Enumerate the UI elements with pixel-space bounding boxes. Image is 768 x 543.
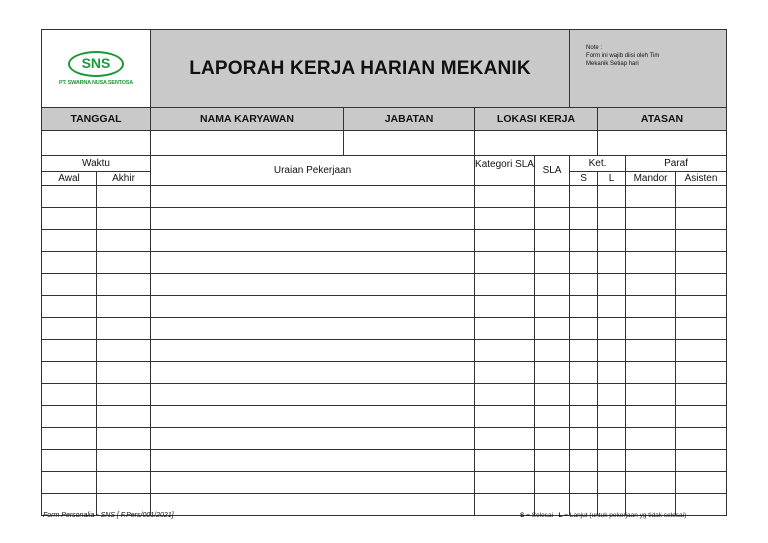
s-cell[interactable] [570, 296, 598, 318]
akhir-cell[interactable] [97, 186, 151, 208]
header-akhir: Akhir [97, 172, 151, 186]
sla-cell[interactable] [535, 230, 570, 252]
s-cell[interactable] [570, 230, 598, 252]
s-cell[interactable] [570, 318, 598, 340]
sla-cell[interactable] [535, 428, 570, 450]
uraian-cell[interactable] [151, 274, 475, 296]
awal-cell[interactable] [42, 472, 97, 494]
s-cell[interactable] [570, 406, 598, 428]
sla-cell[interactable] [535, 362, 570, 384]
sla-cell[interactable] [535, 406, 570, 428]
sla-cell[interactable] [535, 318, 570, 340]
header-atasan: ATASAN [598, 108, 727, 131]
asisten-cell[interactable] [676, 406, 727, 428]
table-row [42, 472, 727, 494]
awal-cell[interactable] [42, 274, 97, 296]
table-row [42, 406, 727, 428]
uraian-cell[interactable] [151, 406, 475, 428]
uraian-cell[interactable] [151, 296, 475, 318]
akhir-cell[interactable] [97, 450, 151, 472]
sla-cell[interactable] [535, 472, 570, 494]
l-cell[interactable] [598, 208, 626, 230]
awal-cell[interactable] [42, 186, 97, 208]
awal-cell[interactable] [42, 318, 97, 340]
legend [520, 512, 726, 519]
company-logo [42, 30, 151, 108]
atasan-field[interactable] [598, 131, 727, 156]
table-row [42, 450, 727, 472]
asisten-cell[interactable] [676, 274, 727, 296]
kategori-sla-cell[interactable] [475, 274, 535, 296]
l-cell[interactable] [598, 406, 626, 428]
sla-cell[interactable] [535, 296, 570, 318]
akhir-cell[interactable] [97, 208, 151, 230]
header-waktu: Waktu [42, 156, 151, 172]
awal-cell[interactable] [42, 340, 97, 362]
awal-cell[interactable] [42, 428, 97, 450]
mandor-cell[interactable] [626, 472, 676, 494]
akhir-cell[interactable] [97, 340, 151, 362]
table-row [42, 274, 727, 296]
note-body: Form ini wajib diisi oleh Tim Mekanik Setiap hari [586, 53, 660, 67]
header-awal: Awal [42, 172, 97, 186]
s-cell[interactable] [570, 208, 598, 230]
legend-s-text: = Selesai [524, 512, 554, 519]
l-cell[interactable] [598, 296, 626, 318]
mandor-cell[interactable] [626, 296, 676, 318]
table-row [42, 340, 727, 362]
uraian-cell[interactable] [151, 340, 475, 362]
jabatan-field[interactable] [344, 131, 475, 156]
l-cell[interactable] [598, 186, 626, 208]
table-row [42, 252, 727, 274]
mandor-cell[interactable] [626, 428, 676, 450]
header-nama-karyawan: NAMA KARYAWAN [151, 108, 344, 131]
uraian-cell[interactable] [151, 494, 475, 516]
awal-cell[interactable] [42, 362, 97, 384]
table-row [42, 384, 727, 406]
sla-cell[interactable] [535, 186, 570, 208]
asisten-cell[interactable] [676, 296, 727, 318]
sla-cell[interactable] [535, 252, 570, 274]
kategori-sla-cell[interactable] [475, 384, 535, 406]
mandor-cell[interactable] [626, 340, 676, 362]
mandor-cell[interactable] [626, 406, 676, 428]
akhir-cell[interactable] [97, 406, 151, 428]
kategori-sla-cell[interactable] [475, 362, 535, 384]
sns-logo-icon: SNS [68, 51, 124, 77]
sla-cell[interactable] [535, 450, 570, 472]
mandor-cell[interactable] [626, 208, 676, 230]
header-kategori-sla: Kategori SLA [475, 156, 535, 186]
legend-l-key: L [558, 512, 563, 519]
mandor-cell[interactable] [626, 186, 676, 208]
l-cell[interactable] [598, 362, 626, 384]
header-asisten: Asisten [676, 172, 727, 186]
mandor-cell[interactable] [626, 252, 676, 274]
uraian-cell[interactable] [151, 230, 475, 252]
header-l: L [598, 172, 626, 186]
uraian-cell[interactable] [151, 450, 475, 472]
nama-karyawan-field[interactable] [151, 131, 344, 156]
header-sla: SLA [535, 156, 570, 186]
kategori-sla-cell[interactable] [475, 450, 535, 472]
table-row [42, 296, 727, 318]
l-cell[interactable] [598, 384, 626, 406]
work-entries [42, 186, 727, 516]
lokasi-kerja-field[interactable] [475, 131, 598, 156]
l-cell[interactable] [598, 252, 626, 274]
kategori-sla-cell[interactable] [475, 230, 535, 252]
sla-cell[interactable] [535, 274, 570, 296]
kategori-sla-cell[interactable] [475, 428, 535, 450]
table-row [42, 318, 727, 340]
mandor-cell[interactable] [626, 384, 676, 406]
s-cell[interactable] [570, 450, 598, 472]
sla-cell[interactable] [535, 208, 570, 230]
uraian-cell[interactable] [151, 208, 475, 230]
awal-cell[interactable] [42, 406, 97, 428]
legend-l-text: = Lanjut (untuk pekerjaan yg tidak selesai) [562, 512, 687, 519]
l-cell[interactable] [598, 428, 626, 450]
asisten-cell[interactable] [676, 340, 727, 362]
akhir-cell[interactable] [97, 230, 151, 252]
legend-s-key: S [520, 512, 525, 519]
kategori-sla-cell[interactable] [475, 472, 535, 494]
asisten-cell[interactable] [676, 230, 727, 252]
akhir-cell[interactable] [97, 384, 151, 406]
sla-cell[interactable] [535, 384, 570, 406]
kategori-sla-cell[interactable] [475, 406, 535, 428]
akhir-cell[interactable] [97, 472, 151, 494]
s-cell[interactable] [570, 186, 598, 208]
s-cell[interactable] [570, 340, 598, 362]
mandor-cell[interactable] [626, 318, 676, 340]
asisten-cell[interactable] [676, 472, 727, 494]
s-cell[interactable] [570, 428, 598, 450]
akhir-cell[interactable] [97, 318, 151, 340]
header-ket: Ket. [570, 156, 626, 172]
akhir-cell[interactable] [97, 362, 151, 384]
mandor-cell[interactable] [626, 362, 676, 384]
l-cell[interactable] [598, 472, 626, 494]
awal-cell[interactable] [42, 450, 97, 472]
header-tanggal: TANGGAL [42, 108, 151, 131]
s-cell[interactable] [570, 384, 598, 406]
kategori-sla-cell[interactable] [475, 318, 535, 340]
table-row [42, 362, 727, 384]
kategori-sla-cell[interactable] [475, 296, 535, 318]
uraian-cell[interactable] [151, 186, 475, 208]
uraian-cell[interactable] [151, 428, 475, 450]
header-paraf: Paraf [626, 156, 727, 172]
l-cell[interactable] [598, 274, 626, 296]
header-lokasi-kerja: LOKASI KERJA [475, 108, 598, 131]
header-s: S [570, 172, 598, 186]
form-note [570, 30, 727, 108]
table-row [42, 428, 727, 450]
table-row [42, 230, 727, 252]
awal-cell[interactable] [42, 296, 97, 318]
uraian-cell[interactable] [151, 318, 475, 340]
table-row [42, 186, 727, 208]
akhir-cell[interactable] [97, 274, 151, 296]
l-cell[interactable] [598, 318, 626, 340]
mandor-cell[interactable] [626, 274, 676, 296]
awal-cell[interactable] [42, 230, 97, 252]
kategori-sla-cell[interactable] [475, 340, 535, 362]
akhir-cell[interactable] [97, 252, 151, 274]
asisten-cell[interactable] [676, 384, 727, 406]
tanggal-field[interactable] [42, 131, 151, 156]
mandor-cell[interactable] [626, 230, 676, 252]
awal-cell[interactable] [42, 252, 97, 274]
asisten-cell[interactable] [676, 362, 727, 384]
mandor-cell[interactable] [626, 450, 676, 472]
s-cell[interactable] [570, 362, 598, 384]
s-cell[interactable] [570, 252, 598, 274]
uraian-cell[interactable] [151, 252, 475, 274]
uraian-cell[interactable] [151, 384, 475, 406]
asisten-cell[interactable] [676, 450, 727, 472]
note-title: Note : [586, 45, 603, 51]
header-uraian: Uraian Pekerjaan [151, 156, 475, 186]
akhir-cell[interactable] [97, 296, 151, 318]
table-row [42, 208, 727, 230]
uraian-cell[interactable] [151, 362, 475, 384]
s-cell[interactable] [570, 472, 598, 494]
l-cell[interactable] [598, 340, 626, 362]
asisten-cell[interactable] [676, 318, 727, 340]
header-mandor: Mandor [626, 172, 676, 186]
awal-cell[interactable] [42, 208, 97, 230]
kategori-sla-cell[interactable] [475, 208, 535, 230]
s-cell[interactable] [570, 274, 598, 296]
l-cell[interactable] [598, 450, 626, 472]
akhir-cell[interactable] [97, 428, 151, 450]
awal-cell[interactable] [42, 384, 97, 406]
uraian-cell[interactable] [151, 472, 475, 494]
kategori-sla-cell[interactable] [475, 252, 535, 274]
sla-cell[interactable] [535, 340, 570, 362]
kategori-sla-cell[interactable] [475, 186, 535, 208]
asisten-cell[interactable] [676, 428, 727, 450]
form-title: LAPORAH KERJA HARIAN MEKANIK [151, 30, 570, 108]
asisten-cell[interactable] [676, 186, 727, 208]
l-cell[interactable] [598, 230, 626, 252]
daily-report-form [41, 29, 727, 516]
form-code: Form Personalia - SNS [ F.Pers/001/2021] [43, 512, 174, 519]
header-jabatan: JABATAN [344, 108, 475, 131]
asisten-cell[interactable] [676, 252, 727, 274]
company-name: PT. SWARNA NUSA SENTOSA [58, 80, 134, 86]
asisten-cell[interactable] [676, 208, 727, 230]
